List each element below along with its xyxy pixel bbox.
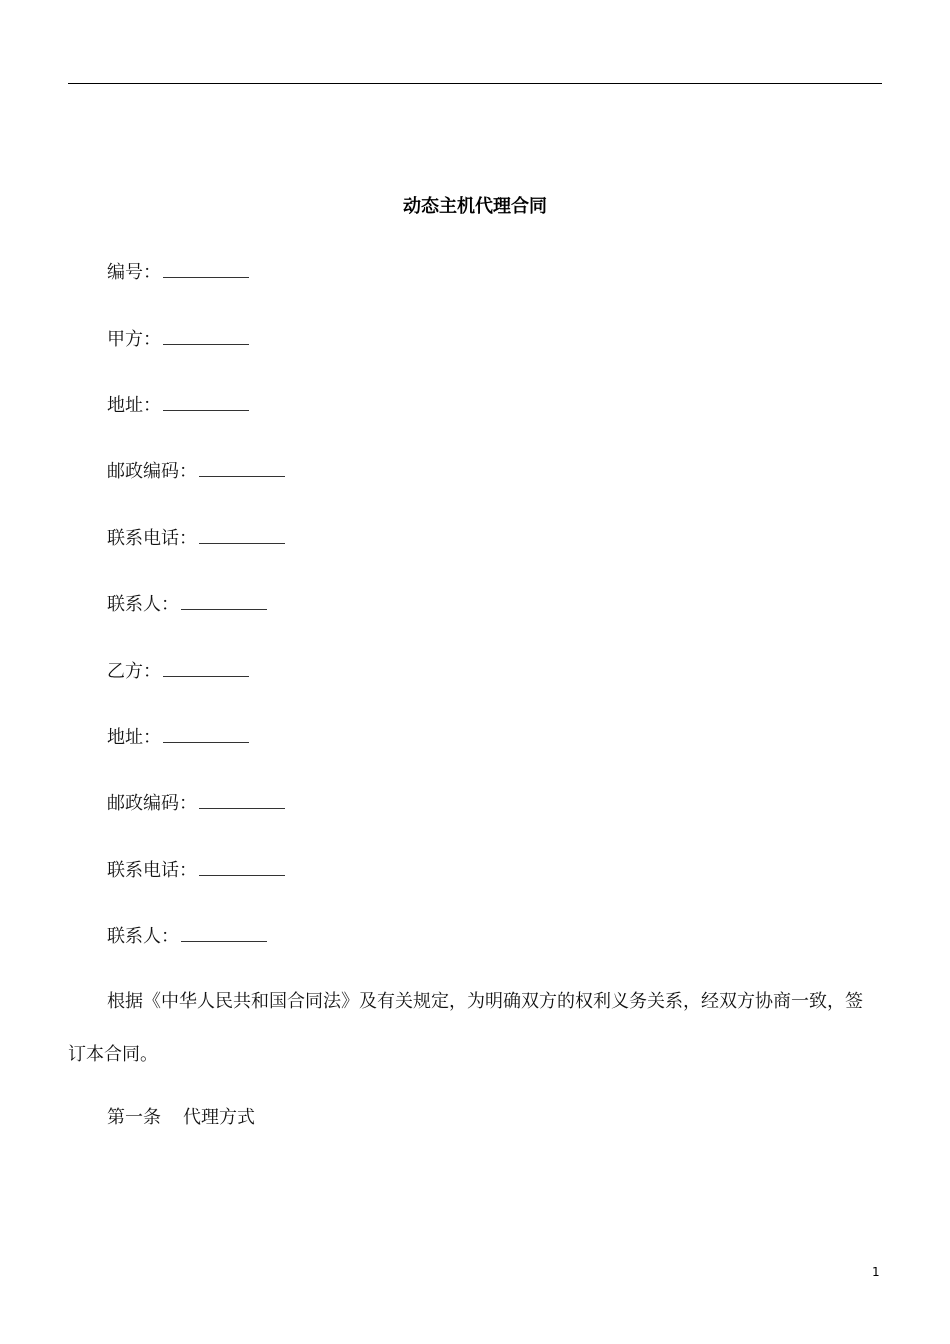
field-blank (163, 658, 249, 677)
field-label: 邮政编码： (107, 793, 197, 814)
field-party-b-phone (107, 857, 285, 884)
field-party-b-address (107, 724, 249, 751)
header-rule (68, 83, 882, 84)
field-party-a-address (107, 392, 249, 419)
preamble-line-1: 根据《中华人民共和国合同法》及有关规定，为明确双方的权利义务关系，经双方协商一致，签 (107, 991, 863, 1012)
field-label: 联系电话： (107, 860, 197, 881)
field-number (107, 259, 249, 286)
field-party-b-postcode (107, 790, 285, 817)
document-title: 动态主机代理合同 (403, 196, 547, 217)
field-party-b (107, 658, 249, 685)
field-party-b-contact (107, 923, 267, 950)
article-title: 代理方式 (183, 1107, 255, 1128)
field-blank (163, 724, 249, 743)
field-label: 地址： (107, 727, 161, 748)
field-label: 甲方： (107, 329, 161, 350)
field-blank (163, 259, 249, 278)
field-blank (199, 458, 285, 477)
field-blank (199, 857, 285, 876)
field-party-a-postcode (107, 458, 285, 485)
field-blank (163, 392, 249, 411)
field-label: 联系电话： (107, 528, 197, 549)
field-blank (199, 525, 285, 544)
field-label: 编号： (107, 262, 161, 283)
field-blank (181, 591, 267, 610)
field-blank (181, 923, 267, 942)
field-party-a-contact (107, 591, 267, 618)
field-label: 联系人： (107, 926, 179, 947)
page-number: 1 (872, 1265, 880, 1279)
field-label: 乙方： (107, 661, 161, 682)
field-party-a-phone (107, 525, 285, 552)
field-party-a (107, 326, 249, 353)
field-label: 地址： (107, 395, 161, 416)
preamble-line-2: 订本合同。 (68, 1044, 158, 1065)
field-label: 联系人： (107, 594, 179, 615)
field-blank (199, 790, 285, 809)
field-label: 邮政编码： (107, 461, 197, 482)
article-1-heading (107, 1105, 255, 1131)
field-blank (163, 326, 249, 345)
article-number: 第一条 (107, 1107, 161, 1128)
